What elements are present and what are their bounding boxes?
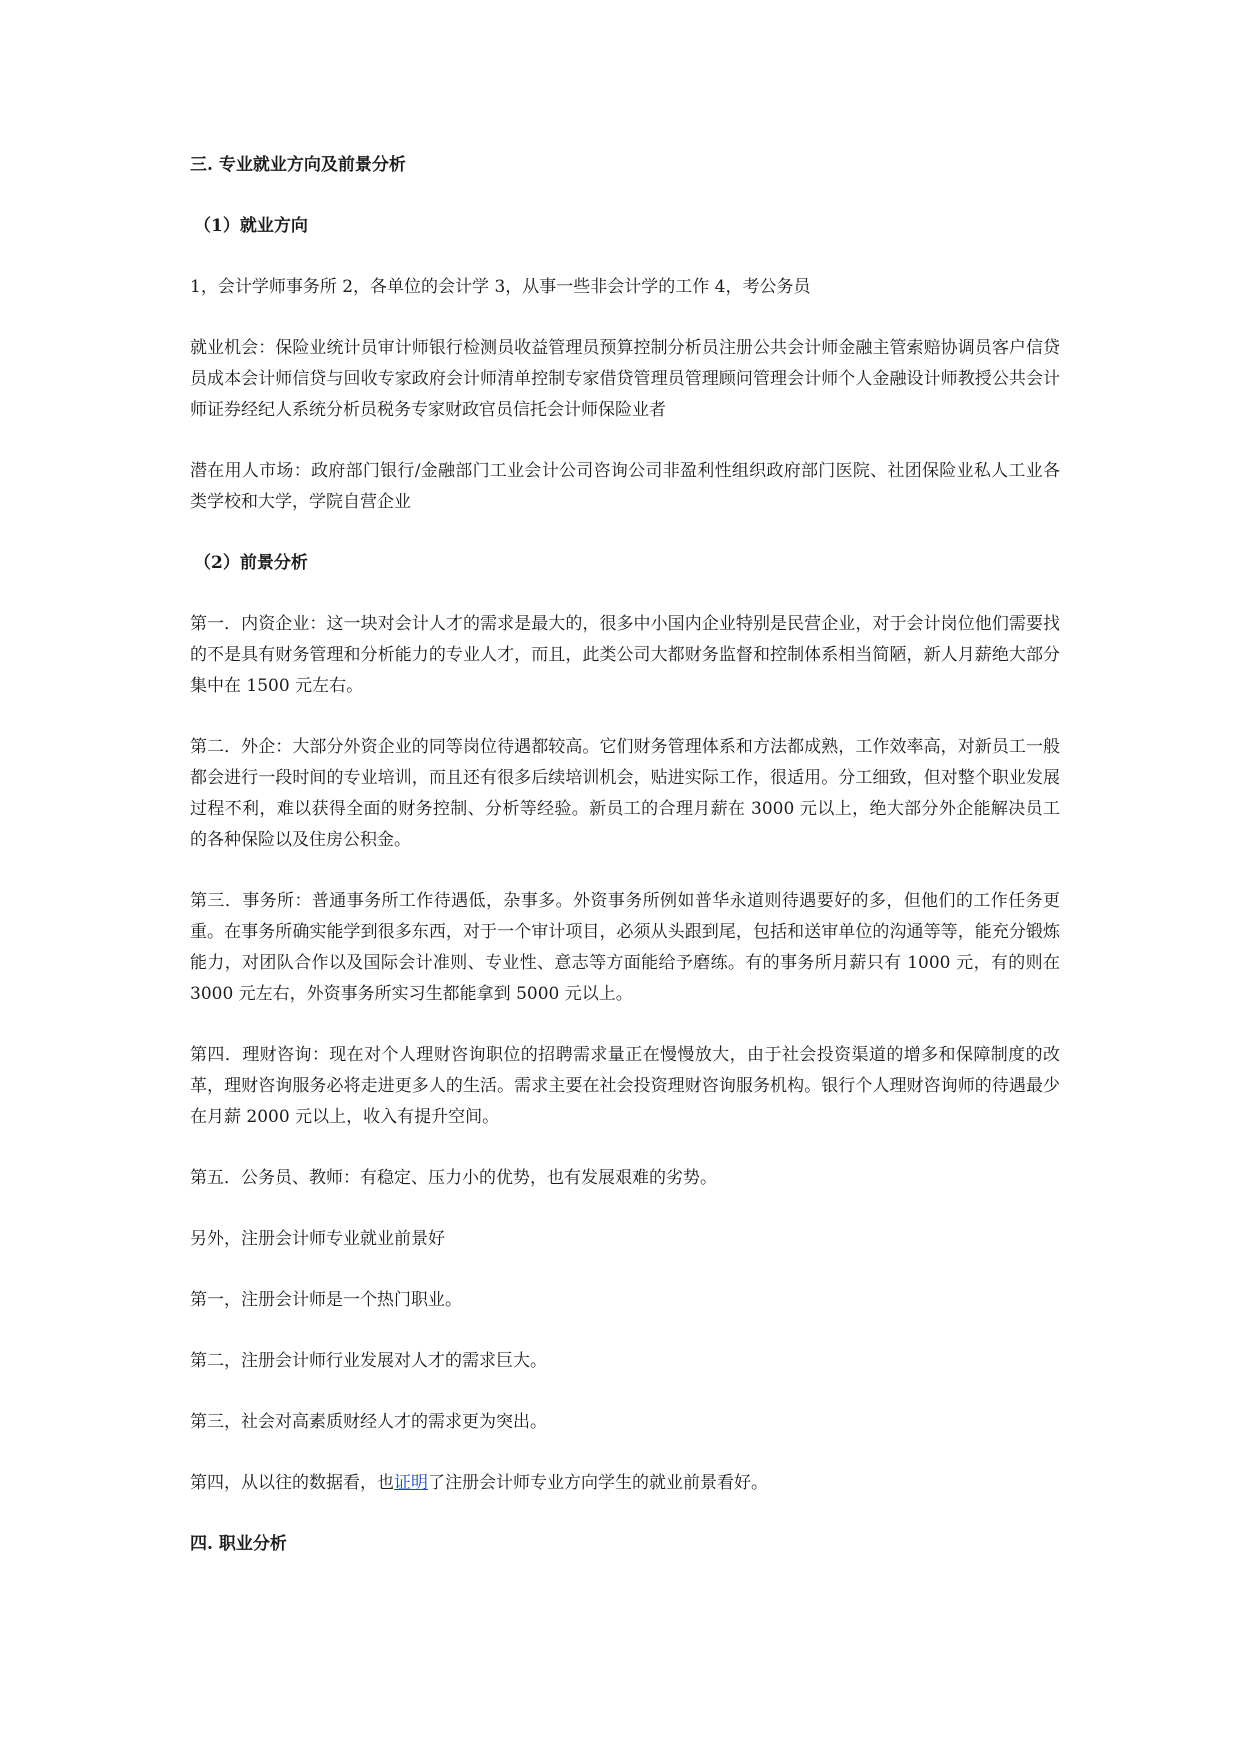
cpa-point-1: 第一，注册会计师是一个热门职业。 (190, 1290, 462, 1310)
employment-opportunities-paragraph: 就业机会：保险业统计员审计师银行检测员收益管理员预算控制分析员注册公共会计师金融主管索赔协调员客户信贷员成本会计师信贷与回收专家政府会计师清单控制专家借贷管理员管理顾问管理会计师个人金融设计师教授公共会计师证券经纪人系统分析员税务专家财政官员信托会计师保险业者 (190, 338, 1060, 420)
cpa-point-3: 第三，社会对高素质财经人才的需求更为突出。 (190, 1412, 547, 1432)
section-3-title: 三. 专业就业方向及前景分析 (190, 155, 406, 175)
prospect-paragraph-foreign: 第二．外企：大部分外资企业的同等岗位待遇都较高。它们财务管理体系和方法都成熟，工作效率高，对新员工一般都会进行一段时间的专业培训，而且还有很多后续培训机会，贴进实际工作，很适用。分工细致，但对整个职业发展过程不利，难以获得全面的财务控制、分析等经验。新员工的合理月薪在 3000 元以上，绝大部分外企能解决员工的各种保险以及住房公积金。 (190, 737, 1060, 850)
cpa-point-4-before: 第四，从以往的数据看，也 (190, 1473, 394, 1493)
cpa-point-2: 第二，注册会计师行业发展对人才的需求巨大。 (190, 1351, 547, 1371)
prospect-paragraph-civil-servant: 第五．公务员、教师：有稳定、压力小的优势，也有发展艰难的劣势。 (190, 1168, 717, 1188)
employment-directions-list: 1，会计学师事务所 2，各单位的会计学 3，从事一些非会计学的工作 4，考公务员 (190, 277, 811, 297)
cpa-intro-paragraph: 另外，注册会计师专业就业前景好 (190, 1229, 445, 1249)
cpa-point-4 (190, 1468, 1060, 1499)
subsection-employment-direction-title: （1）就业方向 (194, 216, 308, 236)
potential-markets-paragraph: 潜在用人市场：政府部门银行/金融部门工业会计公司咨询公司非盈利性组织政府部门医院、社团保险业私人工业各类学校和大学，学院自营企业 (190, 461, 1060, 512)
section-4-title: 四. 职业分析 (190, 1534, 287, 1554)
document-body (190, 150, 1060, 1560)
cpa-point-4-after: 了注册会计师专业方向学生的就业前景看好。 (428, 1473, 768, 1493)
prospect-paragraph-consulting: 第四．理财咨询：现在对个人理财咨询职位的招聘需求量正在慢慢放大，由于社会投资渠道的增多和保障制度的改革，理财咨询服务必将走进更多人的生活。需求主要在社会投资理财咨询服务机构。银行个人理财咨询师的待遇最少在月薪 2000 元以上，收入有提升空间。 (190, 1045, 1060, 1127)
prospect-paragraph-firm: 第三．事务所：普通事务所工作待遇低，杂事多。外资事务所例如普华永道则待遇要好的多，但他们的工作任务更重。在事务所确实能学到很多东西，对于一个审计项目，必须从头跟到尾，包括和送审单位的沟通等等，能充分锻炼能力，对团队合作以及国际会计准则、专业性、意志等方面能给予磨练。有的事务所月薪只有 1000 元，有的则在 3000 元左右，外资事务所实习生都能拿到 5000 元以上。 (190, 891, 1060, 1004)
subsection-prospect-analysis-title: （2）前景分析 (194, 553, 308, 573)
prospect-paragraph-domestic: 第一．内资企业：这一块对会计人才的需求是最大的，很多中小国内企业特别是民营企业，对于会计岗位他们需要找的不是具有财务管理和分析能力的专业人才，而且，此类公司大都财务监督和控制体系相当简陋，新人月薪绝大部分集中在 1500 元左右。 (190, 614, 1060, 696)
proof-link[interactable]: 证明 (394, 1473, 428, 1493)
